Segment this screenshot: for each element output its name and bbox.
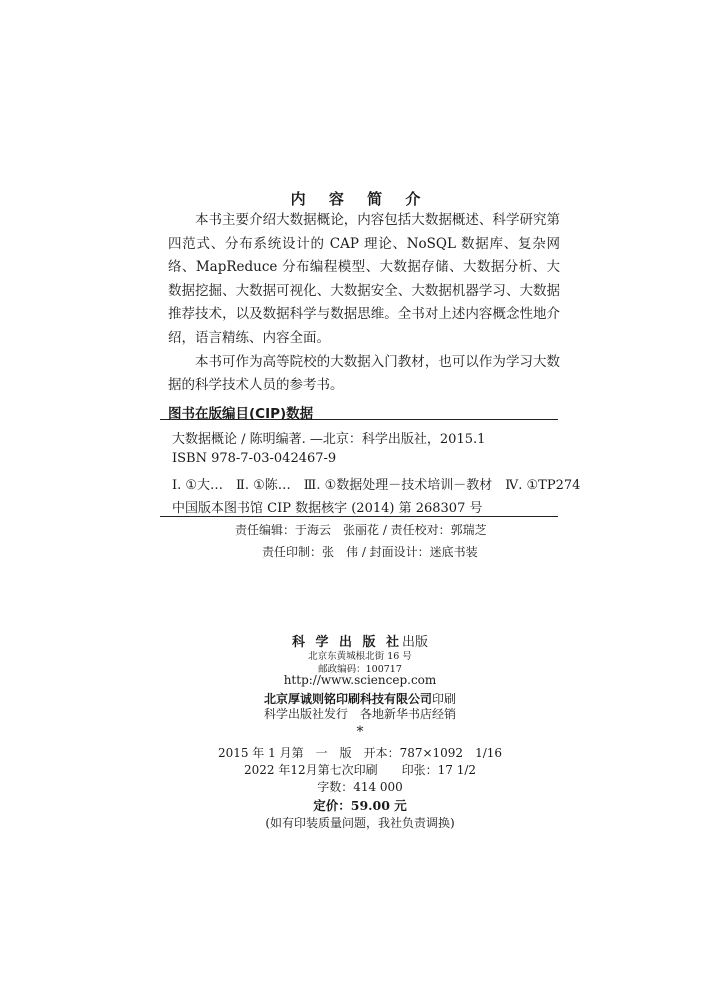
cip-heading: 图书在版编目(CIP)数据	[168, 406, 314, 422]
cip-classification: Ⅰ. ①大… Ⅱ. ①陈… Ⅲ. ①数据处理－技术培训－教材 Ⅳ. ①TP274	[172, 478, 581, 493]
cip-record-number: 中国版本图书馆 CIP 数据核字 (2014) 第 268307 号	[172, 501, 483, 516]
publisher-website: http://www.sciencep.com	[283, 673, 437, 687]
publisher-name: 科 学 出 版 社	[291, 635, 403, 650]
publisher-postcode: 邮政编码：100717	[318, 664, 402, 675]
edition-info: 2015 年 1 月第 一 版 开本：787×1092 1/16	[217, 746, 503, 760]
price: 定价：59.00 元	[313, 798, 407, 813]
quality-notice: (如有印装质量问题，我社负责调换)	[265, 816, 455, 830]
publisher-address: 北京东黄城根北街 16 号	[308, 651, 412, 662]
printing-info: 2022 年12月第七次印刷 印张：17 1/2	[243, 763, 477, 777]
summary-paragraph: 本书主要介绍大数据概论，内容包括大数据概述、科学研究第四范式、分布系统设计的 CAP 理论、NoSQL 数据库、复杂网络、MapReduce 分布编程模型、大数据存储、大数据分析、大数据挖掘、大数据可视化、大数据安全、大数据机器学习、大数据推荐技术，以及数据科学与数据思维。全书对上述内容概念性地介绍，语言精练、内容全面。	[168, 212, 560, 346]
separator-asterisk: *	[356, 724, 364, 740]
distribution-info: 科学出版社发行 各地新华书店经销	[263, 707, 456, 721]
cip-line: 大数据概论 / 陈明编著. —北京：科学出版社，2015.1	[172, 432, 486, 447]
publisher-suffix: 出版	[402, 635, 429, 650]
summary-body	[168, 209, 560, 398]
cip-top-rule	[160, 419, 558, 420]
summary-paragraph: 本书可作为高等院校的大数据入门教材，也可以作为学习大数据的科学技术人员的参考书。	[168, 353, 560, 394]
printer-name: 北京厚诚则铭印刷科技有限公司	[263, 692, 432, 706]
cip-isbn: ISBN 978-7-03-042467-9	[172, 451, 337, 466]
summary-title: 内 容 简 介	[290, 190, 430, 208]
production-credits: 责任印制：张 伟 / 封面设计：迷底书装	[262, 545, 478, 559]
editor-credits: 责任编辑：于海云 张丽花 / 责任校对：郭瑞芝	[235, 523, 487, 537]
word-count: 字数：414 000	[317, 780, 403, 794]
cip-bottom-rule	[160, 516, 558, 517]
printer-suffix: 印刷	[432, 692, 457, 706]
